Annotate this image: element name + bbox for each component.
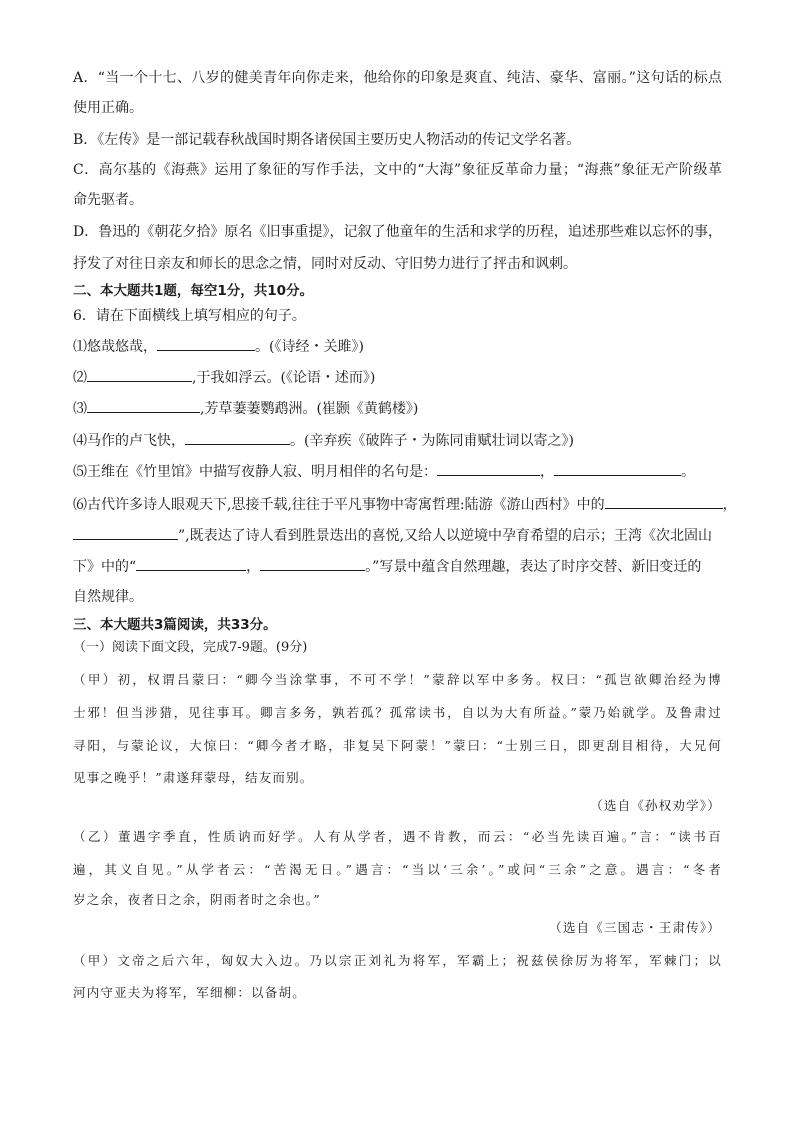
fill-item-2-suffix: ,于我如浮云。(《论语・述而》) [192, 370, 376, 386]
fill-item-1-prefix: ⑴悠哉悠哉， [73, 339, 157, 355]
fill-item-4 [73, 430, 574, 451]
option-a-line1: A．“当一个十七、八岁的健美青年向你走来，他给你的印象是爽直、纯洁、豪华、富丽。”这句话的标点 [73, 70, 722, 86]
option-a-line2: 使用正确。 [73, 100, 143, 116]
fill-item-6-prefix: ⑹古代许多诗人眼观天下,思接千载,往往于平凡事物中寄寓哲理:陆游《游山西村》中的 [73, 497, 605, 513]
question-6-stem: 6．请在下面横线上填写相应的句子。 [73, 308, 306, 324]
passage-yi-source: （选自《三国志・王肃传》） [549, 920, 721, 935]
passage-bing-line2: 河内守亚夫为将军，军细柳：以备胡。 [73, 985, 306, 1000]
answer-blank[interactable] [260, 556, 365, 571]
answer-blank[interactable] [73, 525, 178, 540]
passage-yi-line1: （乙）董遇字季直，性质讷而好学。人有从学者，遇不肯教，而云：“必当先读百遍。”言：“读书百 [73, 829, 722, 844]
fill-item-6-comma: ， [722, 497, 737, 513]
fill-item-6-line2 [73, 525, 712, 546]
option-d-line1: D．鲁迅的《朝花夕拾》原名《旧事重提》，记叙了他童年的生活和求学的历程，追述那些难以忘怀的事， [73, 224, 722, 240]
fill-item-6-line1 [73, 494, 737, 515]
fill-item-6-comma2: ， [246, 559, 261, 575]
fill-item-6-wang: 下》中的“ [73, 559, 137, 575]
answer-blank[interactable] [185, 430, 290, 445]
section-2-heading: 二、本大题共1题，每空1分，共10分。 [73, 283, 314, 299]
fill-item-1 [73, 336, 364, 357]
passage-jia-source: （选自《孙权劝学》） [590, 798, 721, 813]
answer-blank[interactable] [87, 367, 192, 382]
passage-jia-line4: 见事之晚乎！”肃遂拜蒙母，结友而别。 [73, 770, 314, 785]
passage-bing-line1: （甲）文帝之后六年，匈奴大入边。乃以宗正刘礼为将军，军霸上；祝兹侯徐厉为将军，军棘门；以 [73, 953, 722, 968]
fill-item-5-comma: ， [540, 464, 554, 480]
answer-blank[interactable] [605, 494, 723, 509]
fill-item-4-prefix: ⑷马作的卢飞快， [73, 433, 185, 449]
fill-item-4-suffix: 。(辛弃疾《破阵子・为陈同甫赋壮词以寄之》) [290, 433, 574, 449]
option-d-line2: 抒发了对往日亲友和师长的思念之情，同时对反动、守旧势力进行了抨击和讽刺。 [73, 256, 577, 272]
fill-item-5 [73, 461, 695, 482]
fill-item-1-suffix: 。(《诗经・关雎》) [255, 339, 364, 355]
answer-blank[interactable] [437, 461, 540, 476]
passage-yi-line2: 遍，其义自见。”从学者云：“苦渴无日。”遇言：“当以‘三余’。”或问“三余”之意。遇言：“冬者 [73, 862, 722, 877]
passage-jia-line2: 士邪！但当涉猎，见往事耳。卿言多务，孰若孤？孤常读书，自以为大有所益。”蒙乃始就学。及鲁肃过 [73, 705, 722, 720]
option-c-line1: C．高尔基的《海燕》运用了象征的写作手法，文中的“大海”象征反革命力量；“海燕”象征无产阶级革 [73, 162, 722, 178]
answer-blank[interactable] [554, 461, 681, 476]
option-c-line2: 命先驱者。 [73, 192, 143, 208]
answer-blank[interactable] [136, 556, 246, 571]
option-b-line1: B．《左传》是一部记载春秋战国时期各诸侯国主要历史人物活动的传记文学名著。 [73, 132, 581, 148]
answer-blank[interactable] [157, 336, 255, 351]
fill-item-6-middle: ”,既表达了诗人看到胜景迭出的喜悦,又给人以逆境中孕育希望的启示；王湾《次北固山 [178, 528, 713, 544]
fill-item-2 [73, 367, 375, 388]
fill-item-5-period: 。 [681, 464, 695, 480]
passage-jia-line3: 寻阳，与蒙论议，大惊曰：“卿今者才略，非复吴下阿蒙！”蒙曰：“士别三日，即更刮目相待，大兄何 [73, 738, 722, 753]
fill-item-6-line3 [73, 556, 701, 577]
section-3-heading: 三、本大题共3篇阅读，共33分。 [73, 617, 277, 633]
fill-item-6-tail: 。”写景中蕴含自然理趣，表达了时序交替、新旧变迁的 [365, 559, 702, 575]
fill-item-3-suffix: ,芳草萋萋鹦鹉洲。(崔颢《黄鹤楼》) [200, 401, 419, 417]
passage-yi-line3: 岁之余，夜者日之余，阴雨者时之余也。” [73, 892, 321, 907]
fill-item-3-prefix: ⑶ [73, 401, 87, 417]
fill-item-5-prefix: ⑸王维在《竹里馆》中描写夜静人寂、明月相伴的名句是： [73, 464, 437, 480]
answer-blank[interactable] [87, 398, 200, 413]
reading-part-1-instruction: （一）阅读下面文段，完成7-9题。(9分) [73, 640, 308, 655]
fill-item-2-prefix: ⑵ [73, 370, 87, 386]
fill-item-6-line4: 自然规律。 [73, 589, 143, 605]
passage-jia-line1: （甲）初，权谓吕蒙曰：“卿今当涂掌事，不可不学！”蒙辞以军中多务。权曰：“孤岂欲卿治经为博 [73, 672, 722, 687]
fill-item-3 [73, 398, 418, 419]
